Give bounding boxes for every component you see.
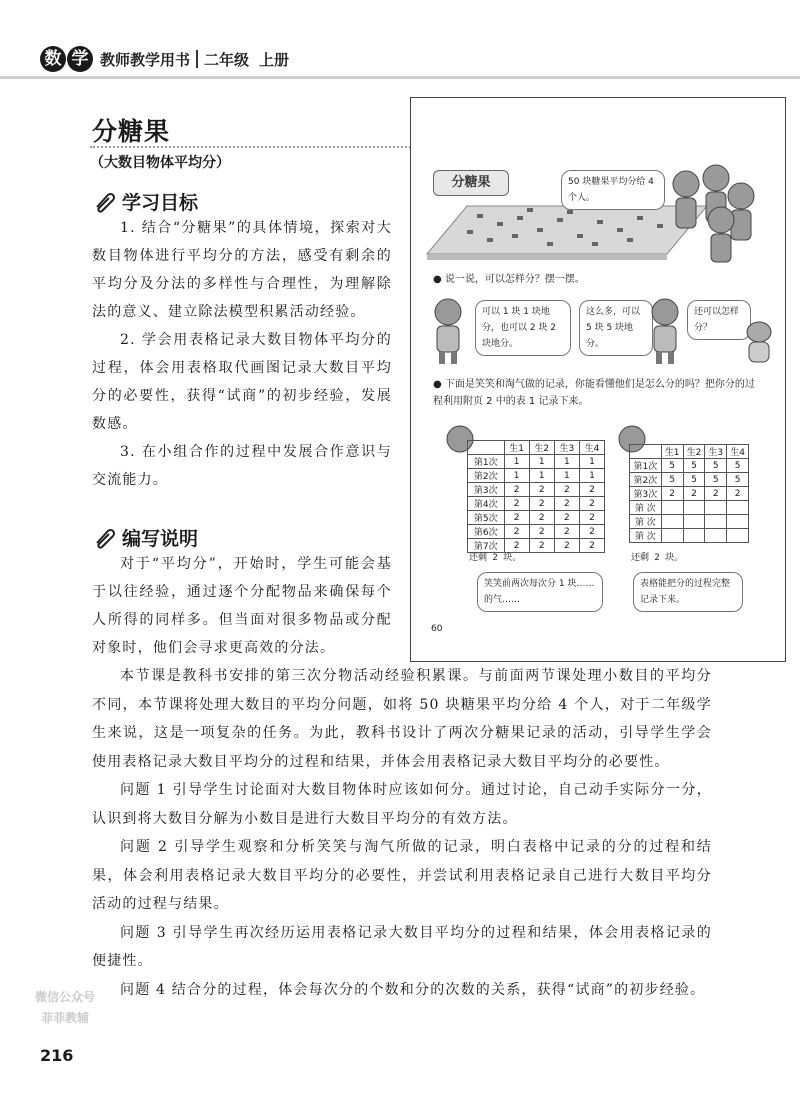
table-cell: 第2次 — [468, 469, 505, 483]
prompt-one-text: 说一说，可以怎样分？摆一摆。 — [444, 274, 585, 285]
table-cell: 2 — [554, 483, 579, 497]
table-cell: 2 — [529, 525, 554, 539]
table-cell: 5 — [661, 459, 683, 473]
dog-illustration — [739, 318, 779, 368]
prompt-one: ● 说一说，可以怎样分？摆一摆。 — [433, 274, 585, 285]
speech-bubble: 50 块糖果平均分给 4 个人。 — [561, 170, 665, 210]
table-cell: 第2次 — [630, 473, 662, 487]
table-cell — [661, 501, 683, 515]
table-cell: 2 — [554, 539, 579, 553]
notes-paragraph: 对于“平均分”，开始时，学生可能会基于以往经验，通过逐个分配物品来确保每个人所得的同样多。但当面对很多物品或分配对象时，他们会寻求更高效的分法。 — [92, 556, 392, 656]
table-cell: 2 — [554, 525, 579, 539]
prompt-two: ● 下面是笑笑和淘气做的记录，你能看懂他们是怎么分的吗？把你分的过程利用附页 2 中的表 1 记录下来。 — [433, 379, 755, 407]
header-rule — [0, 76, 800, 79]
lesson-title: 分糖果 — [92, 117, 171, 146]
table-cell: 2 — [504, 497, 529, 511]
table-cell: 5 — [705, 473, 727, 487]
table-cell: 2 — [554, 497, 579, 511]
table-cell: 第1次 — [468, 455, 505, 469]
table-cell — [705, 515, 727, 529]
textbook-page-image — [410, 97, 786, 662]
table-cell: 1 — [579, 455, 604, 469]
table-cell: 2 — [727, 487, 749, 501]
girl-illustration — [425, 296, 471, 366]
table-row — [630, 501, 749, 515]
table-cell: 5 — [661, 473, 683, 487]
table-cell: 2 — [661, 487, 683, 501]
speech-bubble: 可以 1 块 1 块地分，也可以 2 块 2 块地分。 — [475, 300, 571, 356]
table-cell: 5 — [727, 473, 749, 487]
table-cell: 生1 — [661, 445, 683, 459]
table-cell: 生2 — [529, 441, 554, 455]
table-row — [468, 525, 605, 539]
paperclip-icon — [92, 527, 118, 549]
table-cell: 生4 — [727, 445, 749, 459]
subject-char-2: 学 — [67, 46, 93, 72]
table-cell: 2 — [579, 497, 604, 511]
objective-item: 2. 学会用表格记录大数目物体平均分的过程，体会用表格取代画图记录大数目平均分的必要性，获得“试商”的初步经验，发展数感。 — [92, 332, 392, 432]
speech-bubble: 表格能把分的过程完整记录下来。 — [633, 572, 743, 612]
table-cell: 第3次 — [630, 487, 662, 501]
table-row — [468, 441, 605, 455]
table-cell: 1 — [504, 455, 529, 469]
table-row — [468, 455, 605, 469]
table-cell: 第 次 — [630, 501, 662, 515]
table-cell: 1 — [529, 455, 554, 469]
header-divider — [196, 50, 198, 68]
notes-paragraph: 问题 4 结合分的过程，体会每次分的个数和分的次数的关系，获得“试商”的初步经验。 — [120, 981, 706, 998]
left-remain: 还剩 2 块。 — [469, 553, 522, 563]
title-divider — [90, 146, 430, 148]
table-cell: 2 — [529, 539, 554, 553]
table-cell: 2 — [529, 497, 554, 511]
notes-heading-text: 编写说明 — [122, 528, 199, 550]
table-row — [630, 459, 749, 473]
table-cell: 2 — [504, 539, 529, 553]
table-cell — [705, 529, 727, 543]
right-record-table — [629, 444, 749, 543]
volume-label: 上册 — [259, 50, 290, 69]
table-cell: 2 — [579, 511, 604, 525]
table-cell — [727, 515, 749, 529]
notes-paragraph: 本节课是教科书安排的第三次分物活动经验积累课。与前面两节课处理小数目的平均分不同，本节课将处理大数目的平均分问题，如将 50 块糖果平均分给 4 个人，对于二年级学生来说，这是一项复杂的任务。为此，教科书设计了两次分糖果记录的活动，引导学生学会使用表格记录大数目平均分的过程和结果，并体会用表格记录大数目平均分的必要性。 — [92, 668, 712, 770]
notes-paragraph: 问题 1 引导学生讨论面对大数目物体时应该如何分。通过讨论，自己动手实际分一分，认识到将大数目分解为小数目是进行大数目平均分的有效方法。 — [92, 782, 712, 827]
table-cell — [705, 501, 727, 515]
children-illustration — [661, 156, 771, 266]
table-cell: 2 — [579, 483, 604, 497]
table-cell: 2 — [554, 511, 579, 525]
subject-char-1: 数 — [40, 46, 66, 72]
table-cell: 2 — [705, 487, 727, 501]
table-cell — [683, 529, 705, 543]
table-cell — [661, 515, 683, 529]
paperclip-icon — [92, 191, 118, 213]
table-cell: 2 — [529, 511, 554, 525]
table-cell: 5 — [683, 473, 705, 487]
grade-label: 二年级 — [204, 50, 250, 69]
watermark-line-2: 菲菲教辅 — [40, 1011, 89, 1025]
table-row — [468, 469, 605, 483]
notes-intro — [92, 550, 392, 662]
table-cell: 第3次 — [468, 483, 505, 497]
objectives-heading — [92, 188, 198, 215]
objective-item: 1. 结合“分糖果”的具体情境，探索对大数目物体进行平均分的方法，感受有剩余的平均分及分法的多样性与合理性，为理解除法的意义、建立除法模型积累活动经验。 — [92, 220, 392, 320]
notes-paragraph: 问题 3 引导学生再次经历运用表格记录大数目平均分的过程和结果，体会用表格记录的便捷性。 — [92, 924, 712, 969]
table-cell: 2 — [504, 525, 529, 539]
table-cell: 生2 — [683, 445, 705, 459]
table-cell: 第6次 — [468, 525, 505, 539]
table-cell: 生3 — [705, 445, 727, 459]
table-cell — [683, 515, 705, 529]
objectives-heading-text: 学习目标 — [122, 192, 199, 214]
table-cell: 2 — [579, 539, 604, 553]
table-cell: 第4次 — [468, 497, 505, 511]
textbook-page-number: 60 — [431, 624, 443, 634]
table-cell: 第1次 — [630, 459, 662, 473]
table-cell: 2 — [504, 511, 529, 525]
table-row — [630, 473, 749, 487]
table-cell: 1 — [529, 469, 554, 483]
table-cell: 5 — [727, 459, 749, 473]
table-cell: 5 — [705, 459, 727, 473]
table-cell — [727, 529, 749, 543]
table-cell — [630, 445, 662, 459]
table-cell: 第7次 — [468, 539, 505, 553]
book-title: 教师教学用书 — [100, 50, 191, 69]
prompt-two-text: 下面是笑笑和淘气做的记录，你能看懂他们是怎么分的吗？把你分的过程利用附页 2 中的表 1 记录下来。 — [433, 379, 755, 407]
table-cell: 1 — [504, 469, 529, 483]
table-cell — [683, 501, 705, 515]
notes-heading — [92, 524, 198, 551]
table-cell: 5 — [683, 459, 705, 473]
left-record-table — [467, 440, 605, 553]
table-cell: 1 — [554, 455, 579, 469]
table-cell: 1 — [554, 469, 579, 483]
table-cell: 2 — [529, 483, 554, 497]
speech-bubble: 这么多，可以 5 块 5 块地分。 — [579, 300, 653, 356]
table-row — [630, 445, 749, 459]
table-row — [630, 529, 749, 543]
speech-bubble: 还可以怎样分？ — [687, 300, 751, 340]
objective-item: 3. 在小组合作的过程中发展合作意识与交流能力。 — [92, 444, 392, 488]
watermark — [10, 974, 120, 1044]
table-row — [630, 487, 749, 501]
textbook-tag: 分糖果 — [433, 170, 509, 196]
table-cell — [727, 501, 749, 515]
objectives-list — [92, 214, 392, 494]
table-cell: 第 次 — [630, 529, 662, 543]
table-cell: 2 — [579, 525, 604, 539]
notes-body — [92, 662, 712, 1004]
right-remain: 还剩 2 块。 — [631, 553, 684, 563]
speech-bubble: 笑笑前两次每次分 1 块……的气…… — [477, 572, 603, 612]
table-cell: 2 — [683, 487, 705, 501]
boy-illustration — [645, 296, 685, 366]
watermark-line-1: 微信公众号 — [34, 990, 95, 1004]
table-cell: 生4 — [579, 441, 604, 455]
page-number: 216 — [40, 1046, 74, 1065]
table-cell: 生1 — [504, 441, 529, 455]
lesson-subtitle: （大数目物体平均分） — [90, 155, 230, 171]
table-row — [468, 511, 605, 525]
table-row — [630, 515, 749, 529]
table-cell — [468, 441, 505, 455]
table-cell — [661, 529, 683, 543]
table-row — [468, 483, 605, 497]
table-cell: 2 — [504, 483, 529, 497]
table-cell: 第5次 — [468, 511, 505, 525]
header — [40, 44, 289, 74]
table-row — [468, 497, 605, 511]
table-cell: 第 次 — [630, 515, 662, 529]
notes-paragraph: 问题 2 引导学生观察和分析笑笑与淘气所做的记录，明白表格中记录的分的过程和结果，体会利用表格记录大数目平均分的必要性，并尝试利用表格记录自己进行大数目平均分活动的过程与结果。 — [92, 839, 712, 912]
table-cell: 1 — [579, 469, 604, 483]
table-cell: 生3 — [554, 441, 579, 455]
